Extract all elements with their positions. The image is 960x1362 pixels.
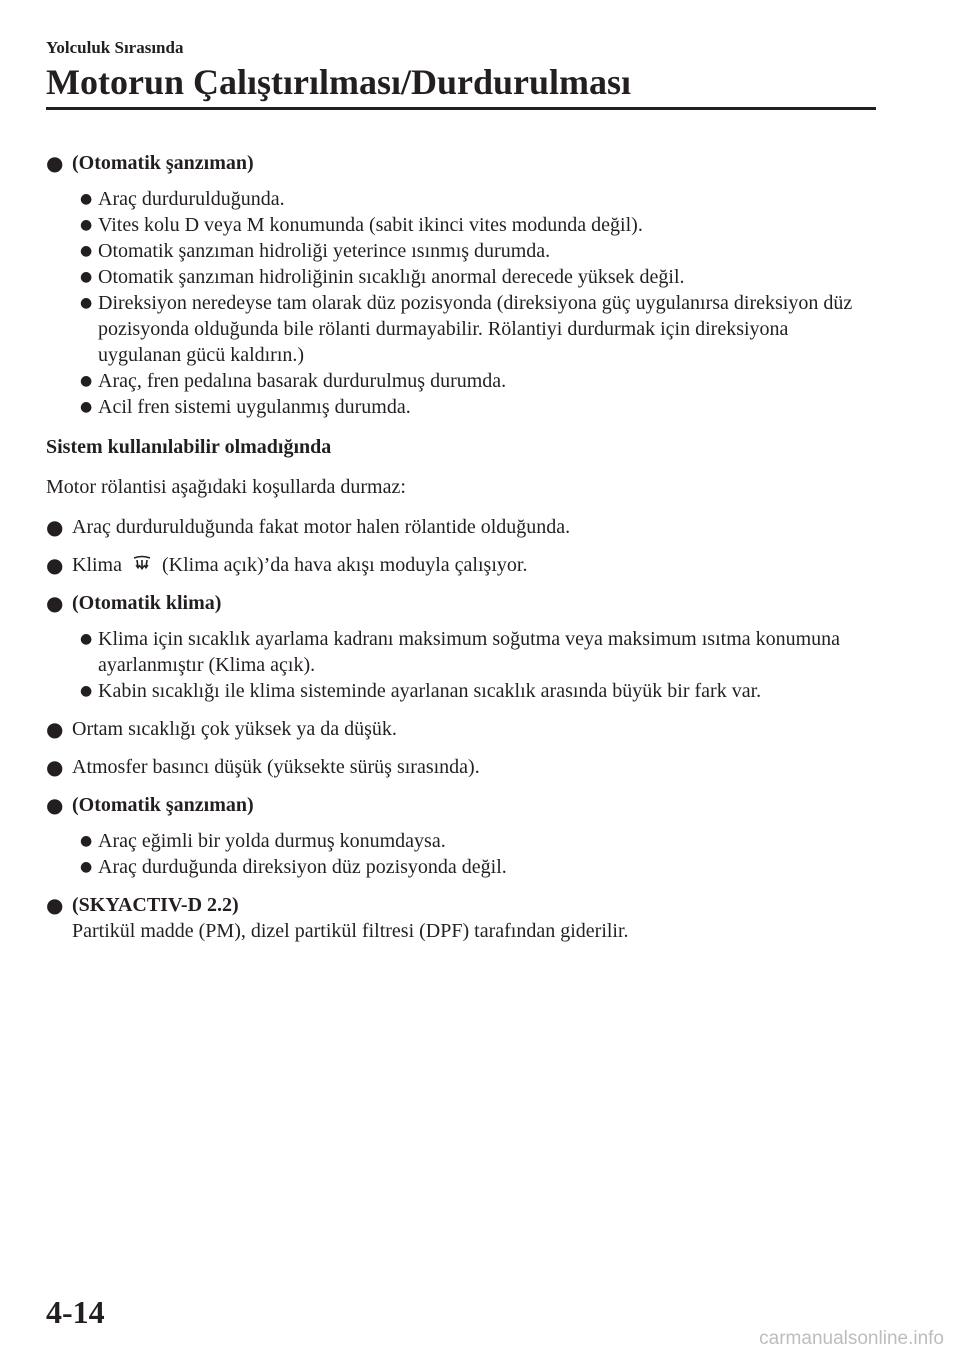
block-label: (Otomatik şanzıman) [72, 152, 254, 174]
list-item [72, 678, 876, 704]
condition-item [46, 514, 876, 540]
list-item [72, 394, 876, 420]
block-label: (Otomatik klima) [72, 592, 222, 614]
page-title: Motorun Çalıştırılması/Durdurulması [46, 62, 632, 102]
list-item-text: Otomatik şanzıman hidroliği yeterince ısınmış durumda. [98, 240, 551, 262]
block-label: (SKYACTIV-D 2.2) [72, 894, 239, 916]
list-item-text: Vites kolu D veya M konumunda (sabit ikinci vites modunda değil). [98, 214, 643, 236]
watermark: carmanualsonline.info [759, 1328, 944, 1349]
bullet-icon: ● [46, 591, 64, 615]
block-label: (Otomatik şanzıman) [72, 794, 254, 816]
condition-list [72, 186, 876, 420]
list-item-text: Kabin sıcaklığı ile klima sisteminde ayarlanan sıcaklık arasında büyük bir fark var. [98, 680, 762, 702]
list-item-text: Araç durdurulduğunda. [98, 188, 285, 210]
section-label: Yolculuk Sırasında [46, 38, 184, 57]
block-text: Partikül madde (PM), dizel partikül filtresi (DPF) tarafından giderilir. [72, 920, 629, 942]
bullet-icon: ● [46, 515, 64, 539]
content-body [46, 150, 876, 956]
condition-text: Ortam sıcaklığı çok yüksek ya da düşük. [72, 718, 397, 740]
intro-paragraph: Motor rölantisi aşağıdaki koşullarda durmaz: [46, 476, 406, 498]
list-item [72, 212, 876, 238]
bullet-icon: ● [46, 755, 64, 779]
list-item [72, 238, 876, 264]
title-divider [46, 107, 876, 110]
condition-item-klima [46, 552, 876, 578]
list-item-text: Araç, fren pedalına basarak durdurulmuş durumda. [98, 370, 507, 392]
condition-item [46, 754, 876, 780]
condition-item [46, 716, 876, 742]
list-item [72, 290, 876, 368]
condition-text: Araç durdurulduğunda fakat motor halen rölantide olduğunda. [72, 516, 571, 538]
sub-bullet-icon: ● [80, 399, 93, 415]
list-item-text: Otomatik şanzıman hidroliğinin sıcaklığı anormal derecede yüksek değil. [98, 266, 685, 288]
sub-bullet-icon: ● [80, 295, 93, 311]
sub-bullet-icon: ● [80, 631, 93, 647]
condition-block-automatic-transmission-2 [46, 792, 876, 880]
list-item-text: Araç eğimli bir yolda durmuş konumdaysa. [98, 830, 446, 852]
air-flow-icon [131, 554, 153, 574]
sub-bullet-icon: ● [80, 217, 93, 233]
condition-list [72, 828, 876, 880]
list-item-text: Acil fren sistemi uygulanmış durumda. [98, 396, 411, 418]
bullet-icon: ● [46, 793, 64, 817]
klima-text-before: Klima [72, 554, 122, 576]
condition-list [72, 626, 876, 704]
bullet-icon: ● [46, 151, 64, 175]
sub-bullet-icon: ● [80, 833, 93, 849]
bullet-icon: ● [46, 893, 64, 917]
sub-bullet-icon: ● [80, 683, 93, 699]
sub-bullet-icon: ● [80, 859, 93, 875]
subheading: Sistem kullanılabilir olmadığında [46, 436, 332, 458]
sub-bullet-icon: ● [80, 373, 93, 389]
list-item-text: Direksiyon neredeyse tam olarak düz pozisyonda (direksiyona güç uygulanırsa direksiyon düz pozisyonda olduğunda bile rölanti durmayabilir. Rölantiyi durdurmak için direksiyona uygulanan gücü kaldırın.) [98, 292, 853, 366]
list-item [72, 626, 876, 678]
condition-block-automatic-transmission [46, 150, 876, 420]
bullet-icon: ● [46, 717, 64, 741]
list-item [72, 186, 876, 212]
bullet-icon: ● [46, 553, 64, 577]
list-item [72, 828, 876, 854]
condition-text: Atmosfer basıncı düşük (yüksekte sürüş sırasında). [72, 756, 480, 778]
condition-text [72, 552, 876, 578]
page-number: 4-14 [46, 1294, 105, 1330]
list-item [72, 264, 876, 290]
list-item-text: Klima için sıcaklık ayarlama kadranı maksimum soğutma veya maksimum ısıtma konumuna ayarlanmıştır (Klima açık). [98, 628, 841, 676]
sub-bullet-icon: ● [80, 191, 93, 207]
sub-bullet-icon: ● [80, 269, 93, 285]
klima-text-after: (Klima açık)’da hava akışı moduyla çalışıyor. [162, 554, 528, 576]
condition-block-skyactiv-d [46, 892, 876, 944]
list-item [72, 368, 876, 394]
list-item-text: Araç durduğunda direksiyon düz pozisyonda değil. [98, 856, 507, 878]
list-item [72, 854, 876, 880]
sub-bullet-icon: ● [80, 243, 93, 259]
condition-block-automatic-climate [46, 590, 876, 704]
